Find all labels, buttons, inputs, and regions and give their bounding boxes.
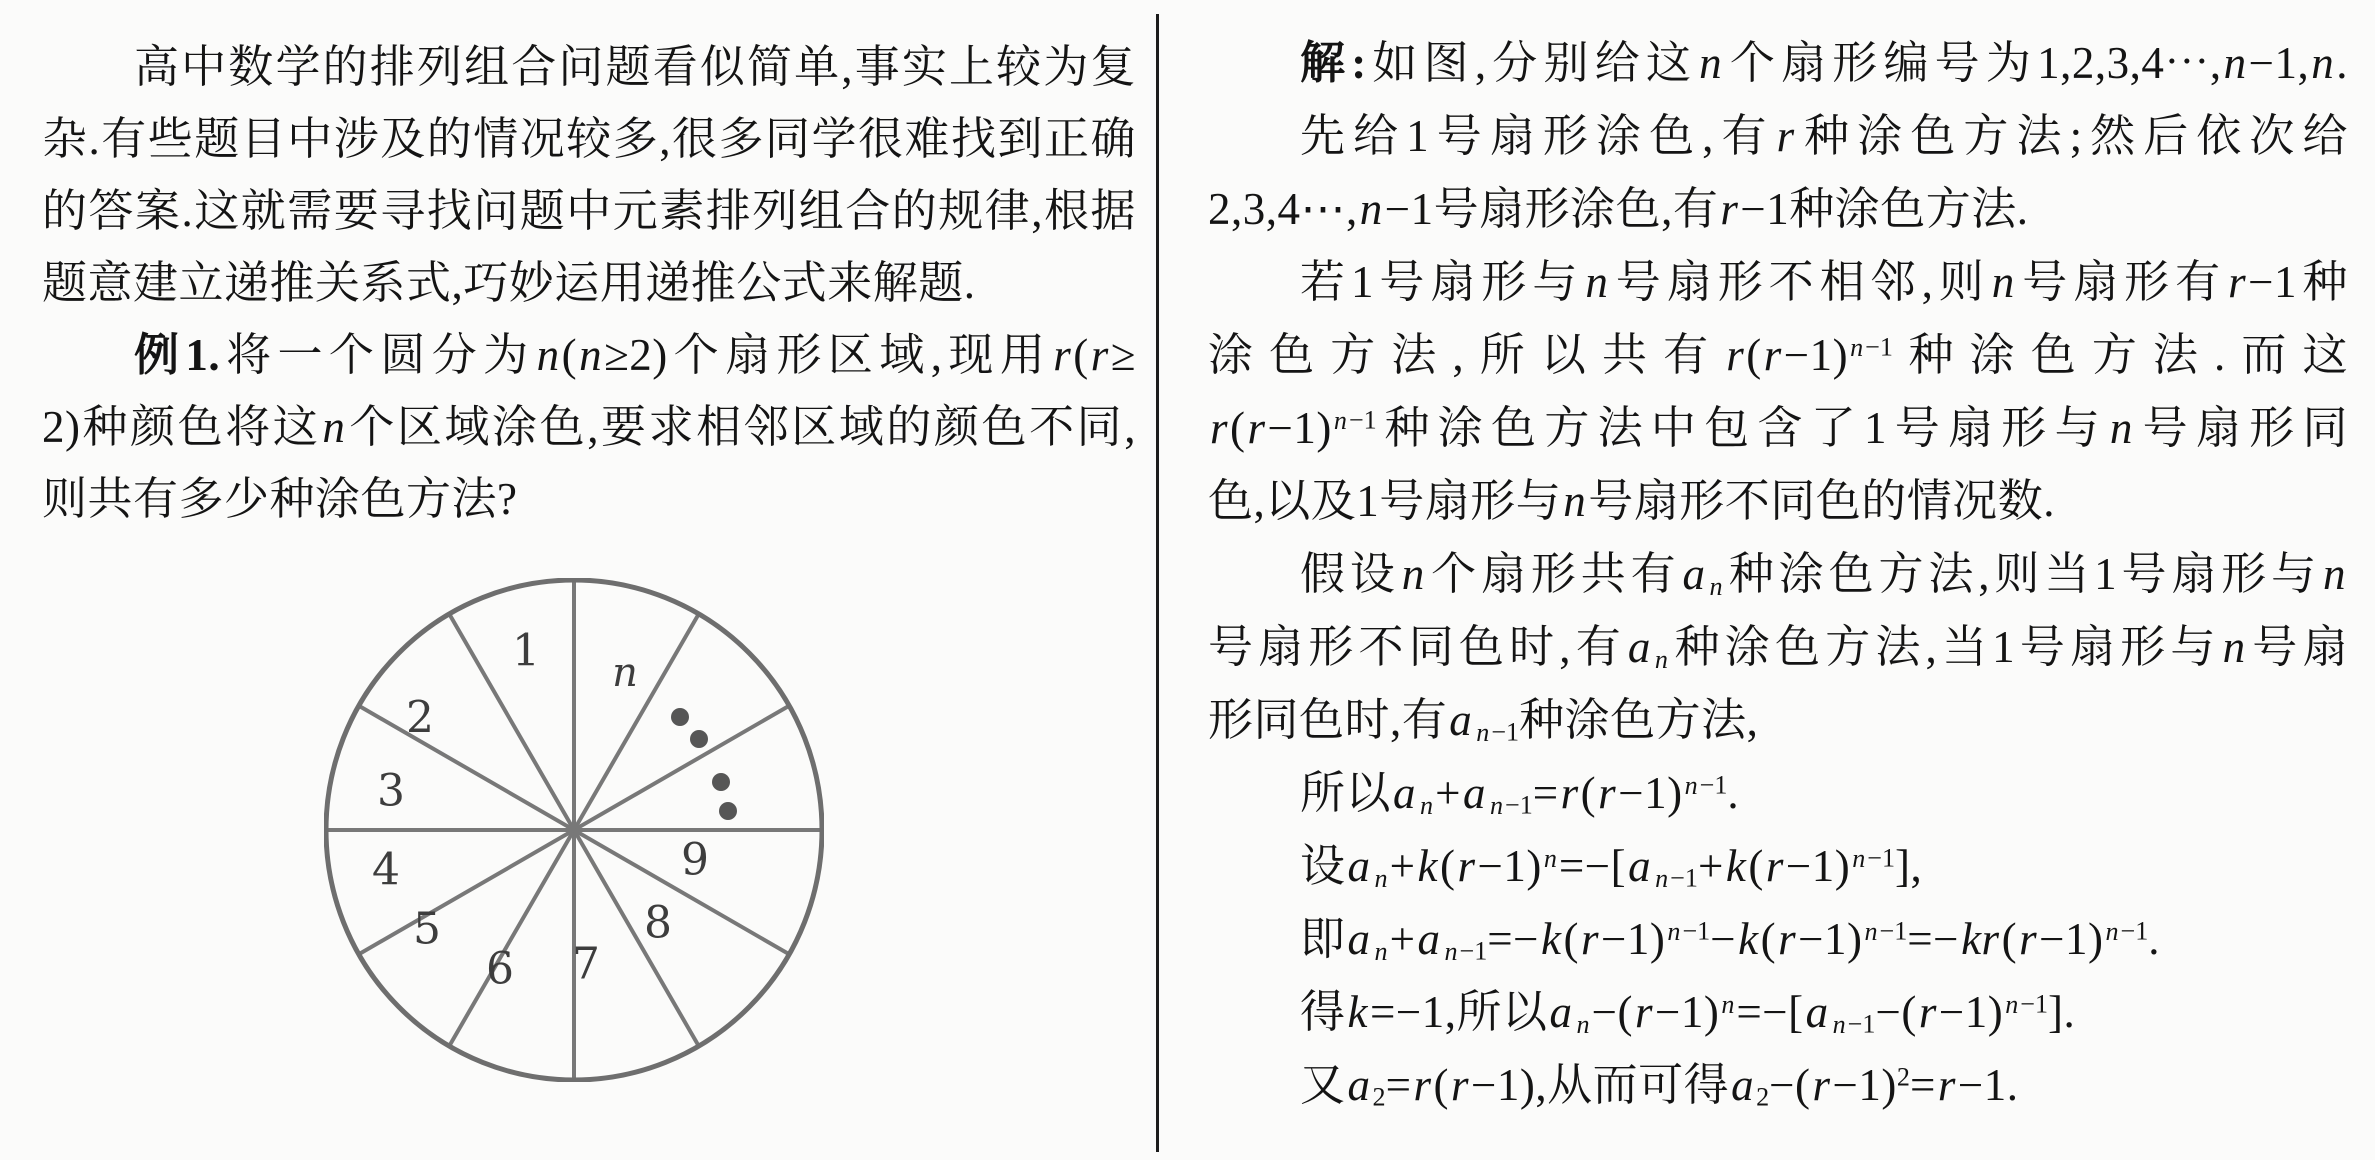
solution-line: 解:如图,分别给这n个扇形编号为1,2,3,4⋯,n−1,n. xyxy=(1300,38,2348,88)
text-line: $r(r-1)^{n-1}$种涂色方法中包含了1号扇形与n号扇形同 xyxy=(1210,403,2348,453)
sector-label: 9 xyxy=(681,834,709,886)
text-line: 色,以及1号扇形与n号扇形不同色的情况数. xyxy=(1208,476,2056,526)
formula-line: 即a $_n$+a $_{n-1}=-k(r-1)^{n-1}-k(r-1)^{n-1}=-kr(r-1)^{n-1}$. xyxy=(1300,914,2161,966)
sector-label: 6 xyxy=(486,943,514,995)
formula-line: 设a $_n+k(r-1)^n=-[a$ $_{n-1}+k(r-1)^{n-1}$], xyxy=(1300,841,1923,893)
sector-label: 1 xyxy=(512,625,540,677)
left-column xyxy=(42,0,1136,535)
text-line: 号扇形不同色时,有a $_n$种涂色方法,当1号扇形与n号扇 xyxy=(1208,622,2348,674)
ellipsis-dot xyxy=(712,773,730,791)
sector-circle-figure xyxy=(324,578,824,1082)
text-line: 2)种颜色将这n个区域涂色,要求相邻区域的颜色不同, xyxy=(42,402,1136,452)
text-line: 2,3,4⋯,n−1号扇形涂色,有r−1种涂色方法. xyxy=(1208,184,2029,234)
sector-label: 2 xyxy=(406,692,434,744)
formula-line: 所以a $_n$+a $_{n-1}=r(r-1)^{n-1}$. xyxy=(1300,768,1740,820)
sector-label: 3 xyxy=(377,765,405,817)
sector-label-n: n xyxy=(612,650,638,696)
sector-label: 5 xyxy=(413,903,441,955)
text-line: 的答案.这就需要寻找问题中元素排列组合的规律,根据 xyxy=(42,186,1136,236)
example-title-line: 例1.将一个圆分为n(n≥2)个扇形区域,现用r(r≥ xyxy=(134,330,1136,380)
text-line: 先给1号扇形涂色,有r种涂色方法;然后依次给 xyxy=(1300,111,2348,161)
sector-label: 4 xyxy=(372,844,400,896)
text-line: 题意建立递推关系式,巧妙运用递推公式来解题. xyxy=(42,258,976,308)
text-line: 则共有多少种涂色方法? xyxy=(42,474,518,524)
ellipsis-dot xyxy=(671,708,689,726)
text-line: 涂色方法,所以共有$r(r-1)^{n-1}$种涂色方法.而这 xyxy=(1208,330,2348,380)
column-divider xyxy=(1156,14,1159,1152)
text-line: 杂.有些题目中涉及的情况较多,很多同学很难找到正确 xyxy=(42,114,1136,164)
formula-line: 得k=−1,所以a $_n-(r-1)^n=-[a$ $_{n-1}-(r-1)^{n-1}$]. xyxy=(1300,987,2076,1039)
text-line: 高中数学的排列组合问题看似简单,事实上较为复 xyxy=(134,42,1136,92)
sector-label: 8 xyxy=(644,897,672,949)
text-line: 形同色时,有a $_{n-1}$种涂色方法, xyxy=(1208,695,1759,747)
ellipsis-dot xyxy=(690,730,708,748)
text-line: 若1号扇形与n号扇形不相邻,则n号扇形有r−1种 xyxy=(1300,257,2348,307)
formula-line: 又$a_2=r(r-1)$,从而可得$a_2-(r-1)^2=r-1$. xyxy=(1300,1060,2019,1112)
right-column xyxy=(1208,0,2348,1122)
text-line: 假设n个扇形共有a $_n$种涂色方法,则当1号扇形与n xyxy=(1300,549,2346,601)
ellipsis-dot xyxy=(719,802,737,820)
ellipsis-dots xyxy=(671,708,737,820)
sector-label: 7 xyxy=(572,938,600,990)
sector-circle-svg xyxy=(324,578,824,1082)
